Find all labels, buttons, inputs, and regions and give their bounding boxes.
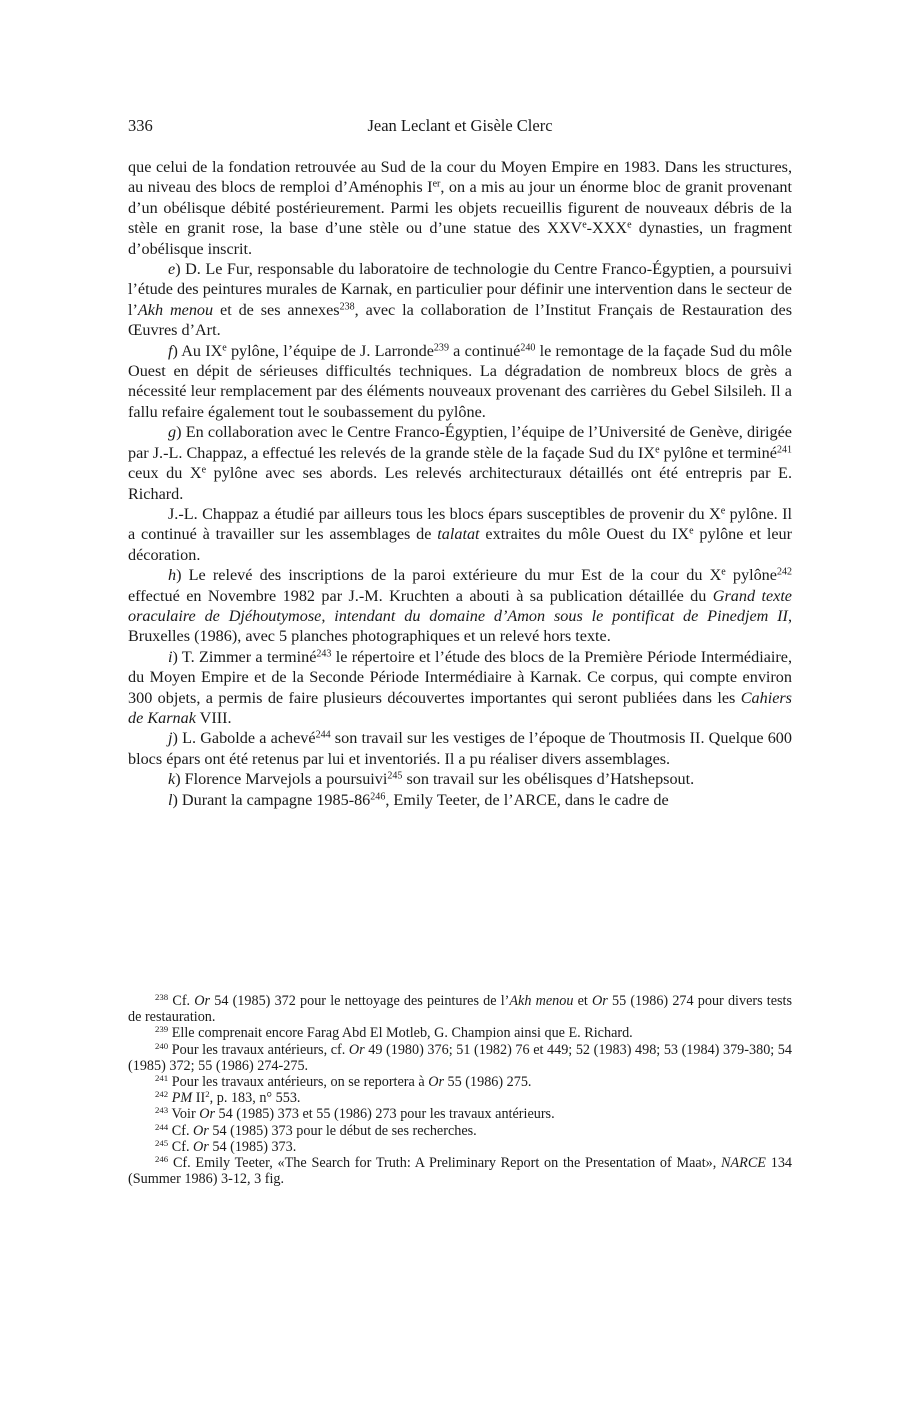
paragraph-continuation: que celui de la fondation retrouvée au Sud de la cour du Moyen Empire en 1983. Dans les structures, au niveau des blocs de remploi d’Aménophis Ier, on a mis au jour un énorme bloc de granit provenant d’un obélisque débité postérieurement. Parmi les objets recueillis figurent de nouveaux débris de la stèle en granit rose, la base d’une stèle ou d’une statue des XXVe-XXXe dynasties, un fragment d’obélisque inscrit.	[128, 158, 792, 258]
footnote-243: $^{243}$ Voir Or 54 (1985) 373 et 55 (1986) 273 pour les travaux antérieurs.	[155, 1105, 555, 1123]
paragraph-g-continued: J.-L. Chappaz a étudié par ailleurs tous les blocs épars susceptibles de provenir du Xe pylône. Il a continué à travailler sur les assemblages de talatat extraites du môle Ouest du IXe pylône et leur décoration.	[128, 504, 792, 564]
paragraph-j: j) L. Gabolde a achevé$^{244}$ son travail sur les vestiges de l’époque de Thoutmosis II. Quelque 600 blocs épars ont été retenus par lui et inventoriés. Il a pu réaliser divers assemblages.	[128, 729, 792, 768]
footnotes	[128, 993, 792, 1187]
page-header	[128, 116, 792, 140]
footnote-245: $^{245}$ Cf. Or 54 (1985) 373.	[155, 1138, 297, 1155]
page-number: 336	[128, 116, 153, 135]
paragraph-l: l) Durant la campagne $1985-86^{246}$, Emily Teeter, de l’ARCE, dans le cadre de	[168, 790, 669, 809]
footnote-238: $^{238}$ Cf. Or 54 (1985) 372 pour le nettoyage des peintures de l’Akh menou et Or 55 (1986) 274 pour divers tests de restauration.	[128, 992, 793, 1026]
paragraph-k: k) Florence Marvejols a poursuivi$^{245}$ son travail sur les obélisques d’Hatshepsout.	[168, 770, 695, 789]
footnote-246: $^{246}$ Cf. Emily Teeter, «The Search for Truth: A Preliminary Report on the Presentation of Maat», NARCE 134 (Summer 1986) 3-12, 3 fig.	[128, 1154, 793, 1188]
paragraph-e: e) D. Le Fur, responsable du laboratoire de technologie du Centre Franco-Égyptien, a poursuivi l’étude des peintures murales de Karnak, en particulier pour définir une intervention dans le secteur de l’Akh menou et de ses annexes$^{238}$, avec la collaboration de l’Institut Français de Restauration des Œuvres d’Art.	[128, 260, 792, 340]
footnote-239: $^{239}$ Elle comprenait encore Farag Abd El Motleb, G. Champion ainsi que E. Richard.	[155, 1024, 633, 1042]
paragraph-i: i) T. Zimmer a terminé$^{243}$ le répertoire et l’étude des blocs de la Première Période Intermédiaire, du Moyen Empire et de la Seconde Période Intermédiaire à Karnak. Ce corpus, qui compte environ 300 objets, a permis de faire plusieurs découvertes importantes qui seront publiées dans les Cahiers de Karnak VIII.	[128, 647, 792, 727]
footnote-241: $^{241}$ Pour les travaux antérieurs, on se reportera à Or 55 (1986) 275.	[155, 1073, 532, 1091]
running-title: Jean Leclant et Gisèle Clerc	[367, 116, 553, 135]
paragraph-h: h) Le relevé des inscriptions de la paroi extérieure du mur Est de la cour du Xe pylône$^{242}$ effectué en Novembre 1982 par J.-M. Kruchten a abouti à sa publication détaillée du Grand texte oraculaire de Djéhoutymose, intendant du domaine d’Amon sous le pontificat de Pinedjem II, Bruxelles (1986), avec 5 planches photographiques et un relevé hors texte.	[128, 566, 793, 646]
footnote-242: $^{242}$ PM $II^2$, p. 183, n° 553.	[155, 1089, 301, 1107]
footnote-244: $^{244}$ Cf. Or 54 (1985) 373 pour le début de ses recherches.	[155, 1121, 477, 1139]
paragraph-f: f) Au IXe pylône, l’équipe de J. Larronde$^{239}$ a continué$^{240}$ le remontage de la façade Sud du môle Ouest en dépit de sérieuses difficultés techniques. La dégradation de nombreux blocs de grès a nécessité leur remplacement par des éléments nouveaux provenant des carrières du Gebel Silsileh. Il a fallu refaire également tout le soubassement du pylône.	[128, 341, 792, 421]
body-text	[128, 157, 792, 810]
footnote-240: $^{240}$ Pour les travaux antérieurs, cf. Or 49 (1980) 376; 51 (1982) 76 et 449; 52 (1983) 498; 53 (1984) 379-380; 54 (1985) 372; 55 (1986) 274-275.	[128, 1040, 792, 1074]
paragraph-g: g) En collaboration avec le Centre Franco-Égyptien, l’équipe de l’Université de Genève, dirigée par J.-L. Chappaz, a effectué les relevés de la grande stèle de la façade Sud du IXe pylône et terminé$^{241}$ ceux du Xe pylône avec ses abords. Les relevés architecturaux détaillés ont été entrepris par E. Richard.	[128, 423, 792, 503]
